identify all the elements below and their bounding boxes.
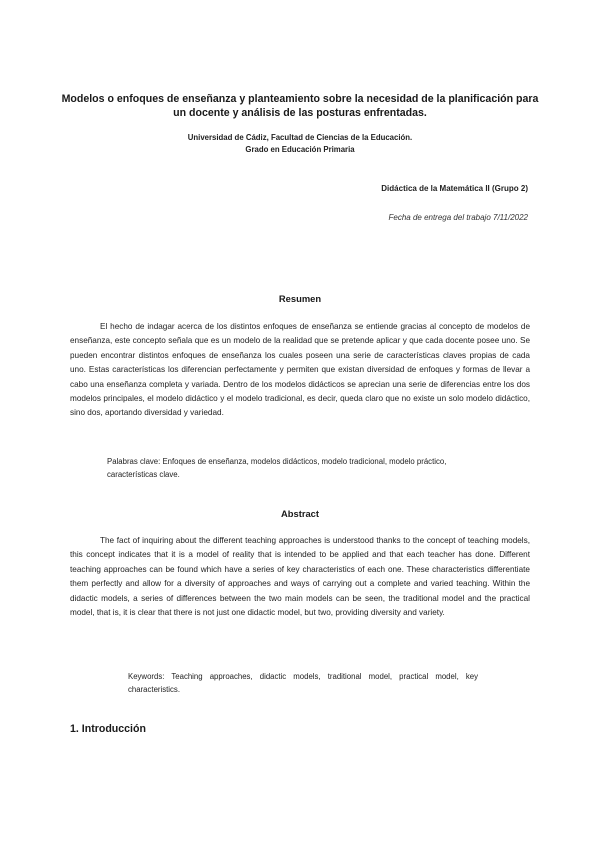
affiliation — [120, 132, 480, 156]
resumen-body: El hecho de indagar acerca de los distintos enfoques de enseñanza se entiende gracias al concepto de modelos de enseñanza, este concepto señala que es un modelo de la realidad que se pretende aplicar y que cada docente posee uno. Se pueden encontrar distintos enfoques de enseñanza los cuales poseen una serie de características claves propias de cada uno. Estas características los diferencian perfectamente y permiten que existan diversidad de enfoques y formas de llevar a cabo una enseñanza completa y variada. Dentro de los modelos didácticos se aprecian una serie de diferencias entre los dos modelos principales, el modelo didáctico y el modelo tradicional, es decir, queda claro que no existe un solo modelo didáctico, sino dos, aportando diversidad y variedad. — [70, 322, 530, 418]
abstract-heading: Abstract — [280, 508, 320, 519]
paper-title: Modelos o enfoques de enseñanza y planteamiento sobre la necesidad de la planificación para un docente y análisis de las posturas enfrentadas. — [61, 93, 539, 119]
resumen-heading: Resumen — [278, 293, 322, 304]
affiliation-university: Universidad de Cádiz, Facultad de Ciencias de la Educación. — [187, 133, 413, 142]
section-introduction-heading: 1. Introducción — [70, 723, 146, 735]
course-name: Didáctica de la Matemática II (Grupo 2) — [381, 184, 528, 193]
abstract-keywords: Keywords: Teaching approaches, didactic models, traditional model, practical model, key characteristics. — [128, 672, 478, 695]
delivery-date: Fecha de entrega del trabajo 7/11/2022 — [388, 213, 528, 222]
affiliation-degree: Grado en Educación Primaria — [245, 145, 355, 154]
abstract-body: The fact of inquiring about the different teaching approaches is understood thanks to the concept of teaching models, this concept indicates that it is a model of reality that is intended to be applied and that each teacher has done. Different teaching approaches can be found which have a series of key characteristics of each one. These characteristics differentiate them perfectly and allow for a diversity of approaches and ways of carrying out a complete and varied teaching. Within the didactic models, a series of differences between the two main models can be seen, the traditional model and the practical model, that is, it is clear that there is not just one didactic model, but two, providing diversity and variety. — [70, 536, 530, 618]
resumen-keywords: Palabras clave: Enfoques de enseñanza, modelos didácticos, modelo tradicional, modelo práctico, características clave. — [107, 457, 447, 480]
